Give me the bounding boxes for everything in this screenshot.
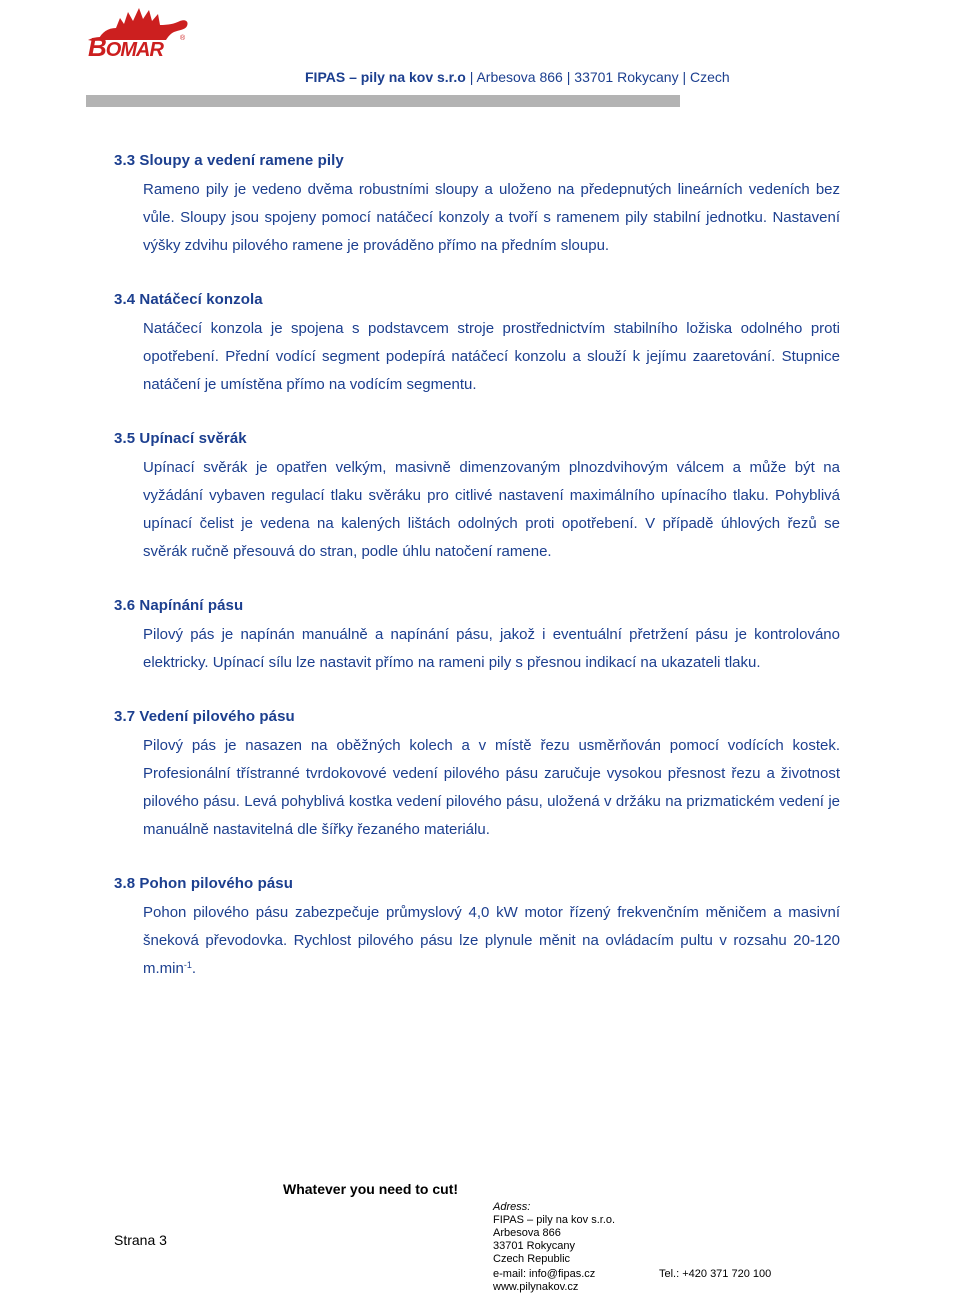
address-street: Arbesova 866 (493, 1227, 561, 1239)
page-number: Strana 3 (114, 1232, 167, 1248)
header-separator: | (566, 69, 575, 85)
footer-contact (493, 1268, 595, 1294)
address-company: FIPAS – pily na kov s.r.o. (493, 1214, 616, 1226)
registered-mark: ® (180, 35, 186, 42)
logo-wordmark: BOMAR (88, 32, 163, 62)
header-address-line (305, 69, 905, 85)
section-paragraph: Natáčecí konzola je spojena s podstavcem stroje prostřednictvím stabilního ložiska odolného proti opotřebení. Přední vodící segment podepírá natáčecí konzolu a slouží k jejímu zaaretování. Stupnice natáčení je umístěna přímo na vodícím segmentu. (143, 320, 840, 393)
header-company: FIPAS – pily na kov s.r.o (305, 69, 466, 85)
header-street: Arbesova 866 (476, 69, 563, 85)
header-separator: | (682, 69, 690, 85)
header-separator: | (469, 69, 477, 85)
section-heading: 3.8 Pohon pilového pásu (114, 875, 293, 892)
section-heading: 3.4 Natáčecí konzola (114, 291, 263, 308)
section-sloupy (114, 148, 840, 260)
document-body (114, 148, 840, 1010)
section-napinani-pasu (114, 593, 840, 677)
footer-slogan: Whatever you need to cut! (283, 1181, 459, 1197)
header-divider-bar (86, 95, 680, 107)
footer-address (493, 1201, 615, 1266)
paragraph-text: Pohon pilového pásu zabezpečuje průmyslový 4,0 kW motor řízený frekvenčním měničem a masivní šneková převodovka. Rychlost pilového pásu lze plynule měnit na ovládacím pultu v rozsahu 20-120 m.min (143, 904, 840, 977)
header-city: 33701 Rokycany (574, 69, 679, 85)
header-country: Czech (690, 69, 730, 85)
section-heading: 3.6 Napínání pásu (114, 597, 244, 614)
address-city: 33701 Rokycany (493, 1240, 575, 1252)
paragraph-end: . (191, 960, 197, 977)
section-heading: 3.5 Upínací svěrák (114, 430, 247, 447)
unit-exponent: -1 (183, 960, 192, 970)
footer-email[interactable]: e-mail: info@fipas.cz (493, 1268, 596, 1280)
section-natacci-konzola (114, 287, 840, 399)
footer-phone: Tel.: +420 371 720 100 (659, 1268, 772, 1280)
section-vedeni-pasu (114, 704, 840, 844)
footer-website[interactable]: www.pilynakov.cz (493, 1281, 579, 1293)
section-upinaci-sverak (114, 426, 840, 566)
address-label: Adress: (493, 1201, 531, 1213)
section-pohon-pasu (114, 871, 840, 983)
bomar-logo (86, 4, 198, 70)
section-paragraph: Pilový pás je napínán manuálně a napínání pásu, jakož i eventuální přetržení pásu je kontrolováno elektricky. Upínací sílu lze nastavit přímo na rameni pily s přesnou indikací na ukazateli tlaku. (143, 626, 840, 671)
address-country: Czech Republic (493, 1253, 571, 1265)
section-paragraph: Pilový pás je nasazen na oběžných kolech a v místě řezu usměrňován pomocí vodících kostek. Profesionální třístranné tvrdokovové vedení pilového pásu zaručuje vysokou přesnost řezu a životnost pilového pásu. Levá pohyblivá kostka vedení pilového pásu, uložená v držáku na prizmatickém vedení je manuálně nastavitelná dle šířky řezaného materiálu. (143, 737, 840, 838)
section-paragraph: Upínací svěrák je opatřen velkým, masivně dimenzovaným plnozdvihovým válcem a může být na vyžádání vybaven regulací tlaku svěráku pro citlivé nastavení maximálního upínacího tlaku. Pohyblivá upínací čelist je vedena na kalených lištách odolných proti opotřebení. V případě úhlových řezů se svěrák ručně přesouvá do stran, podle úhlu natočení ramene. (143, 459, 840, 560)
section-paragraph (143, 899, 840, 983)
section-heading: 3.3 Sloupy a vedení ramene pily (114, 152, 344, 169)
section-heading: 3.7 Vedení pilového pásu (114, 708, 295, 725)
section-paragraph: Rameno pily je vedeno dvěma robustními sloupy a uloženo na předepnutých lineárních vedeních bez vůle. Sloupy jsou spojeny pomocí natáčecí konzoly a tvoří s ramenem pily stabilní jednotku. Nastavení výšky zdvihu pilového ramene je prováděno přímo na předním sloupu. (143, 181, 840, 254)
